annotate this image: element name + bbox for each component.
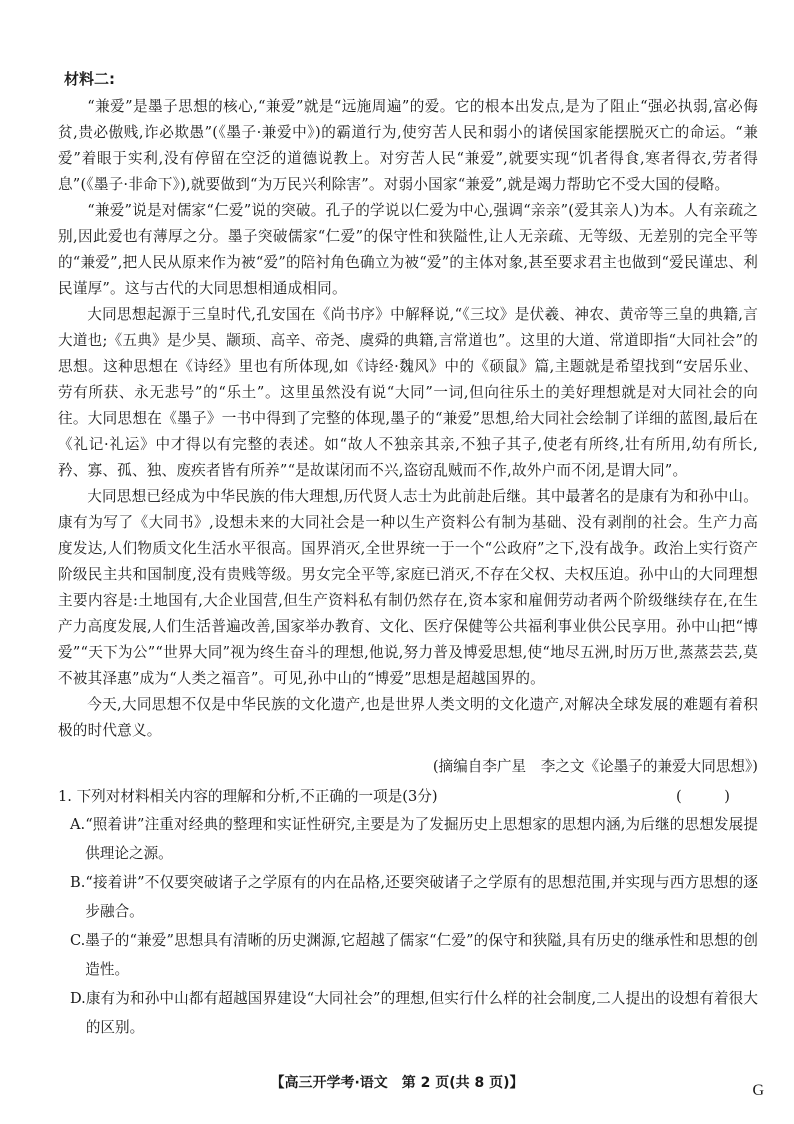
corner-mark: G — [752, 1082, 764, 1099]
option-d-text: 康有为和孙中山都有超越国界建设“大同社会”的理想,但实行什么样的社会制度,二人提出的设想有着很大的区别。 — [85, 990, 758, 1036]
option-a-text: “照着讲”注重对经典的整理和实证性研究,主要是为了发掘历史上思想家的思想内涵,为后继的思想发展提供理论之源。 — [85, 816, 758, 862]
material-paragraph-3: 大同思想起源于三皇时代,孔安国在《尚书序》中解释说,“《三坟》是伏羲、神农、黄帝等三皇的典籍,言大道也;《五典》是少昊、颛顼、高辛、帝尧、虞舜的典籍,言常道也”。这里的大道、常道即指“大同社会”的思想。这种思想在《诗经》里也有所体现,如《诗经·魏风》中的《硕鼠》篇,主题就是希望找到“安居乐业、劳有所获、永无悲号”的“乐土”。这里虽然没有说“大同”一词,但向往乐土的美好理想就是对大同社会的向往。大同思想在《墨子》一书中得到了完整的体现,墨子的“兼爱”思想,给大同社会绘制了详细的蓝图,最后在《礼记·礼运》中才得以有完整的表述。如“故人不独亲其亲,不独子其子,使老有所终,壮有所用,幼有所长,矜、寡、孤、独、废疾者皆有所养”“是故谋闭而不兴,盗窃乱贼而不作,故外户而不闭,是谓大同”。 — [58, 306, 758, 479]
material-source: (摘编自李广星 李之文《论墨子的兼爱大同思想》) — [432, 758, 758, 775]
exam-page — [58, 60, 758, 1042]
page-footer: 【高三开学考·语文 第 2 页(共 8 页)】 — [270, 1075, 524, 1091]
material-paragraph-2: “兼爱”说是对儒家“仁爱”说的突破。孔子的学说以仁爱为中心,强调“亲亲”(爱其亲人)为本。人有亲疏之别,因此爱也有薄厚之分。墨子突破儒家“仁爱”的保守性和狭隘性,让人无亲疏、无等级、无差别的完全平等的“兼爱”,把人民从原来作为被“爱”的陪衬角色确立为被“爱”的主体对象,甚至要求君主也做到“爱民谨忠、利民谨厚”。这与古代的大同思想相通成相同。 — [58, 202, 758, 297]
question-1 — [58, 784, 758, 1042]
material-title: 材料二: — [64, 70, 115, 88]
material-paragraph-1: “兼爱”是墨子思想的核心,“兼爱”就是“远施周遍”的爱。它的根本出发点,是为了阻止“强必执弱,富必侮贫,贵必傲贱,诈必欺愚”(《墨子·兼爱中》)的霸道行为,使穷苦人民和弱小的诸侯国家能摆脱灭亡的命运。“兼爱”着眼于实利,没有停留在空泛的道德说教上。对穷苦人民“兼爱”,就要实现“饥者得食,寒者得衣,劳者得息”(《墨子·非命下》),就要做到“为万民兴利除害”。对弱小国家“兼爱”,就是竭力帮助它不受大国的侵略。 — [58, 98, 758, 193]
option-d-letter: D. — [70, 990, 86, 1007]
option-c-text: 墨子的“兼爱”思想具有清晰的历史渊源,它超越了儒家“仁爱”的保守和狭隘,具有历史的继承性和思想的创造性。 — [85, 932, 758, 978]
option-a-letter: A. — [70, 816, 86, 833]
option-d — [70, 984, 758, 1042]
question-stem-row — [58, 784, 758, 810]
option-b — [70, 868, 758, 926]
option-c-letter: C. — [70, 932, 86, 949]
option-a — [70, 810, 758, 868]
material-paragraph-4: 大同思想已经成为中华民族的伟大理想,历代贤人志士为此前赴后继。其中最著名的是康有为和孙中山。康有为写了《大同书》,设想未来的大同社会是一种以生产资料公有制为基础、没有剥削的社会。生产力高度发达,人们物质文化生活水平很高。国界消灭,全世界统一于一个“公政府”之下,没有战争。政治上实行资产阶级民主共和国制度,没有贵贱等级。男女完全平等,家庭已消灭,不存在父权、夫权压迫。孙中山的大同理想主要内容是:土地国有,大企业国营,但生产资料私有制仍然存在,资本家和雇佣劳动者两个阶级继续存在,在生产力高度发展,人们生活普遍改善,国家举办教育、文化、医疗保健等公共福利事业供公民享用。孙中山把“博爱”“天下为公”“世界大同”视为终生奋斗的理想,他说,努力普及博爱思想,使“地尽五洲,时历万世,蒸蒸芸芸,莫不被其泽惠”成为“人类之福音”。可见,孙中山的“博爱”思想是超越国界的。 — [58, 488, 758, 687]
answer-blank: ( ) — [676, 788, 744, 805]
option-b-letter: B. — [70, 874, 86, 891]
option-b-text: “接着讲”不仅要突破诸子之学原有的内在品格,还要突破诸子之学原有的思想范围,并实现与西方思想的逐步融合。 — [85, 874, 758, 920]
option-c — [70, 926, 758, 984]
material-paragraph-5: 今天,大同思想不仅是中华民族的文化遗产,也是世界人类文明的文化遗产,对解决全球发展的难题有着积极的时代意义。 — [58, 696, 758, 739]
question-stem: 1. 下列对材料相关内容的理解和分析,不正确的一项是(3分) — [58, 788, 438, 805]
